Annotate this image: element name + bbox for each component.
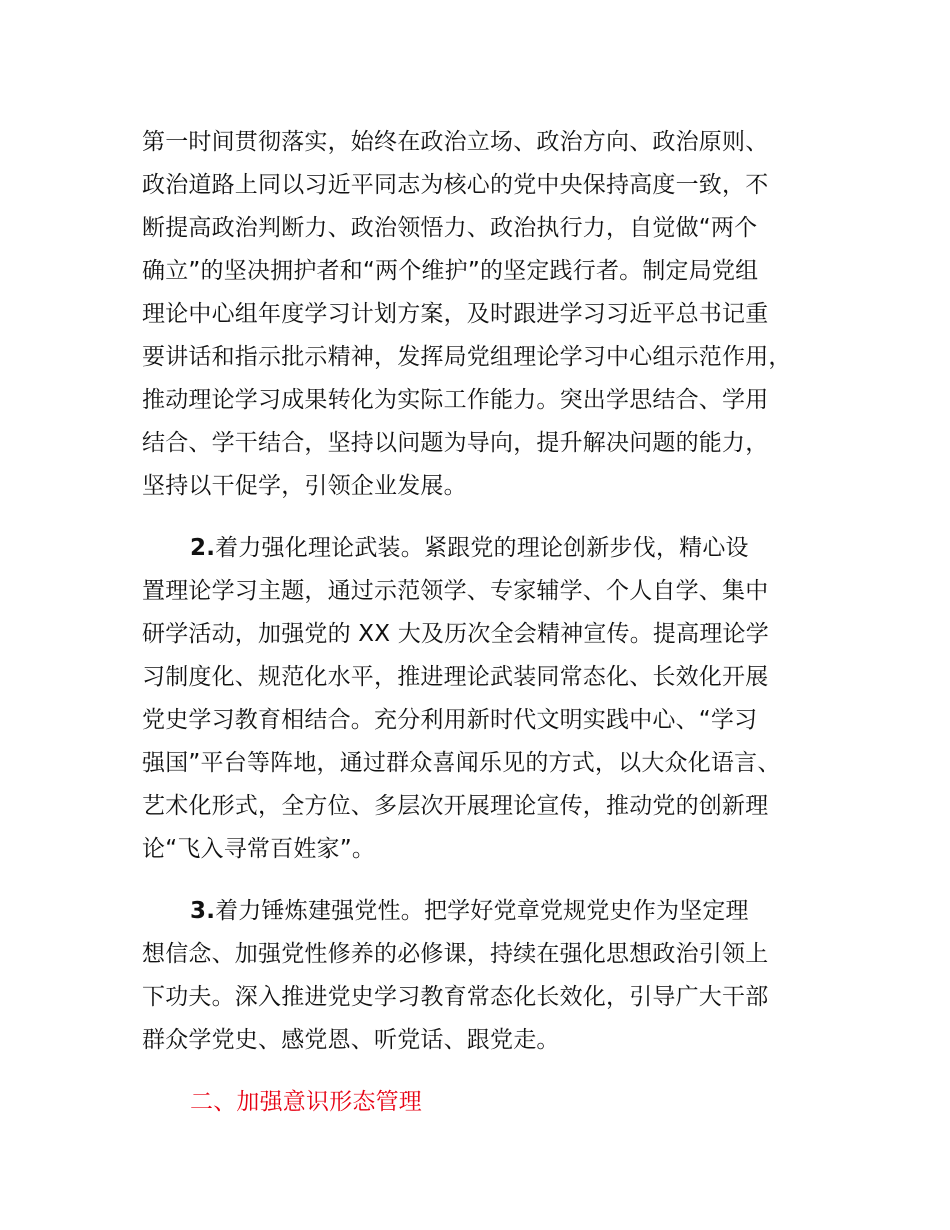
p2-line-3: 研学活动，加强党的 XX 大及历次全会精神宣传。提高理论学 — [142, 621, 769, 647]
p1-line-1: 第一时间贯彻落实，始终在政治立场、政治方向、政治原则、 — [142, 129, 769, 155]
p2-number: 2. — [190, 535, 216, 561]
p2-first-line-text: 着力强化理论武装。紧跟党的理论创新步伐，精心设 — [215, 535, 749, 561]
p2-line-8: 论“飞入寻常百姓家”。 — [142, 836, 376, 862]
p1-line-5: 理论中心组年度学习计划方案，及时跟进学习习近平总书记重 — [142, 301, 769, 327]
p2-first-line — [190, 533, 749, 563]
p1-line-4: 确立”的坚决拥护者和“两个维护”的坚定践行者。制定局党组 — [142, 258, 759, 284]
p2-line-5: 党史学习教育相结合。充分利用新时代文明实践中心、“学习 — [142, 707, 758, 733]
p2-line-6: 强国”平台等阵地，通过群众喜闻乐见的方式，以大众化语言、 — [142, 750, 781, 776]
section-heading: 二、加强意识形态管理 — [190, 1089, 422, 1115]
p3-line-4: 群众学党史、感党恩、听党话、跟党走。 — [142, 1027, 560, 1053]
p1-line-7: 推动理论学习成果转化为实际工作能力。突出学思结合、学用 — [142, 387, 769, 413]
p1-line-8: 结合、学干结合，坚持以问题为导向，提升解决问题的能力， — [142, 430, 769, 456]
p2-line-7: 艺术化形式，全方位、多层次开展理论宣传，推动党的创新理 — [142, 793, 769, 819]
p1-line-6: 要讲话和指示批示精神，发挥局党组理论学习中心组示范作用， — [142, 344, 792, 370]
p1-line-9: 坚持以干促学，引领企业发展。 — [142, 473, 467, 499]
p2-line-2: 置理论学习主题，通过示范领学、专家辅学、个人自学、集中 — [142, 578, 769, 604]
p3-line-2: 想信念、加强党性修养的必修课，持续在强化思想政治引领上 — [142, 941, 769, 967]
p3-line-3: 下功夫。深入推进党史学习教育常态化长效化，引导广大干部 — [142, 984, 769, 1010]
p2-line-4: 习制度化、规范化水平，推进理论武装同常态化、长效化开展 — [142, 664, 769, 690]
p1-line-3: 断提高政治判断力、政治领悟力、政治执行力，自觉做“两个 — [142, 215, 758, 241]
p3-first-line — [190, 896, 749, 926]
p3-first-line-text: 着力锤炼建强党性。把学好党章党规党史作为坚定理 — [215, 898, 749, 924]
p1-line-2: 政治道路上同以习近平同志为核心的党中央保持高度一致，不 — [142, 172, 769, 198]
p3-number: 3. — [190, 898, 216, 924]
